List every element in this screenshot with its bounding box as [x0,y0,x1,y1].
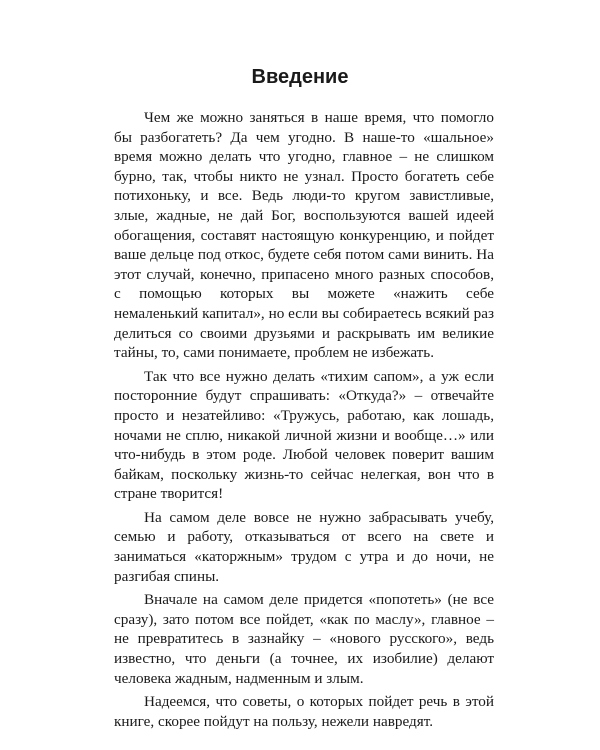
chapter-body [114,108,494,735]
paragraph: Чем же можно заняться в наше время, что помогло бы разбогатеть? Да чем угодно. В наше-то «шальное» время можно делать что угодно, главное – не слишком бурно, так, чтобы никто не узнал. Просто богатеть себе потихоньку, и все. Ведь люди-то кругом завистливые, злые, жадные, не дай Бог, воспользуются вашей идеей обогащения, составят настоящую конкуренцию, и пойдет ваше дельце под откос, будете себя потом сами винить. На этот случай, конечно, припасено много разных способов, с помощью которых вы можете «нажить себе немаленький капитал», но если вы собираетесь всякий раз делиться со своими друзьями и раскрывать им великие тайны, то, сами понимаете, проблем не избежать. [114,109,494,362]
paragraph: Надеемся, что советы, о которых пойдет речь в этой книге, скорее пойдут на пользу, нежели навредят. [114,693,494,730]
paragraph: Вначале на самом деле придется «попотеть» (не все сразу), зато потом все пойдет, «как по маслу», главное – не превратитесь в зазнайку – «нового русского», ведь известно, что деньги (а точнее, их изобилие) делают человека жадным, надменным и злым. [114,591,494,687]
paragraph: На самом деле вовсе не нужно забрасывать учебу, семью и работу, отказываться от всего на свете и заниматься «каторжным» трудом с утра и до ночи, не разгибая спины. [114,508,494,585]
chapter-title: Введение [251,66,349,88]
paragraph: Так что все нужно делать «тихим сапом», а уж если посторонние будут спрашивать: «Откуда?» – отвечайте просто и незатейливо: «Тружусь, работаю, как лошадь, ночами не сплю, никакой личной жизни и вообще…» или что-нибудь в этом роде. Любой человек поверит вашим байкам, поскольку жизнь-то сейчас нелегкая, вон что в стране творится! [114,367,494,503]
